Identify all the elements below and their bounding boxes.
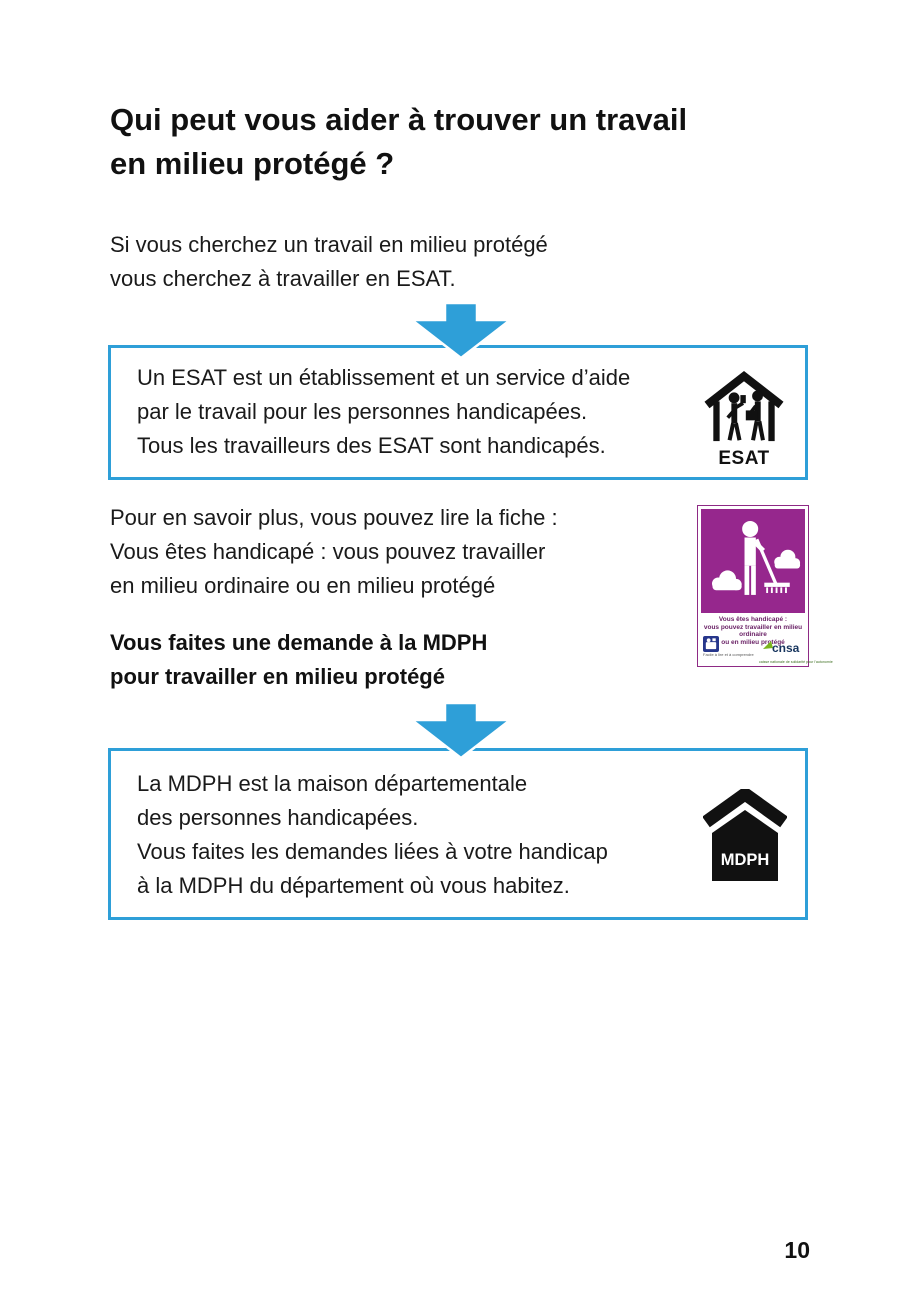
fiche-caption-line1: Vous êtes handicapé : bbox=[718, 616, 788, 623]
page-number: 10 bbox=[784, 1237, 810, 1263]
fiche-line2: Vous êtes handicapé : vous pouvez travailler bbox=[110, 539, 546, 564]
fiche-thumbnail bbox=[697, 505, 833, 667]
down-arrow-icon bbox=[412, 303, 510, 359]
easy-read-logo-icon bbox=[703, 636, 719, 652]
mdph-box-line3: Vous faites les demandes liées à votre handicap bbox=[137, 839, 608, 864]
cnsa-logo-subtitle: caisse nationale de solidarité pour l’autonomie bbox=[759, 660, 833, 664]
cnsa-logo-text: cnsa bbox=[772, 641, 800, 655]
fiche-line1: Pour en savoir plus, vous pouvez lire la fiche : bbox=[110, 505, 558, 530]
mdph-box-line4: à la MDPH du département où vous habitez. bbox=[137, 873, 570, 898]
esat-box-line2: par le travail pour les personnes handicapées. bbox=[137, 399, 588, 424]
esat-house-icon bbox=[701, 368, 787, 470]
fiche-caption-line2: vous pouvez travailler en milieu ordinaire bbox=[703, 623, 803, 639]
mdph-box-line2: des personnes handicapées. bbox=[137, 805, 419, 830]
demand-line2: pour travailler en milieu protégé bbox=[110, 664, 445, 689]
mdph-box-text bbox=[137, 767, 608, 903]
mdph-icon-label: MDPH bbox=[720, 851, 770, 869]
page-title bbox=[110, 98, 810, 186]
fiche-paragraph bbox=[110, 501, 558, 603]
down-arrow-icon bbox=[412, 703, 510, 759]
demand-line1: Vous faites une demande à la MDPH bbox=[110, 630, 488, 655]
mdph-box-line1: La MDPH est la maison départementale bbox=[137, 771, 528, 796]
cnsa-logo-icon bbox=[759, 639, 803, 655]
intro-paragraph bbox=[110, 228, 548, 296]
esat-info-box bbox=[108, 345, 808, 480]
fiche-line3: en milieu ordinaire ou en milieu protégé bbox=[110, 573, 496, 598]
intro-line2: vous cherchez à travailler en ESAT. bbox=[110, 266, 456, 291]
cnsa-logo bbox=[759, 636, 833, 664]
fiche-cover-logos bbox=[703, 636, 833, 664]
fiche-cover-image bbox=[701, 509, 805, 613]
esat-box-line3: Tous les travailleurs des ESAT sont handicapés. bbox=[137, 433, 606, 458]
esat-box-text bbox=[137, 361, 630, 463]
mdph-info-box bbox=[108, 748, 808, 920]
raking-person-icon bbox=[703, 512, 803, 610]
demand-paragraph bbox=[110, 626, 487, 694]
fiche-caption-line3: ou en milieu protégé bbox=[721, 638, 785, 646]
page-title-line1: Qui peut vous aider à trouver un travail bbox=[110, 102, 688, 137]
esat-icon-label: ESAT bbox=[718, 448, 770, 469]
intro-line1: Si vous cherchez un travail en milieu protégé bbox=[110, 232, 548, 257]
easy-read-logo-caption: Facile à lire et à comprendre bbox=[703, 652, 754, 657]
page-title-line2: en milieu protégé ? bbox=[110, 146, 395, 181]
esat-box-line1: Un ESAT est un établissement et un service d’aide bbox=[137, 365, 631, 390]
mdph-house-icon bbox=[703, 789, 787, 888]
